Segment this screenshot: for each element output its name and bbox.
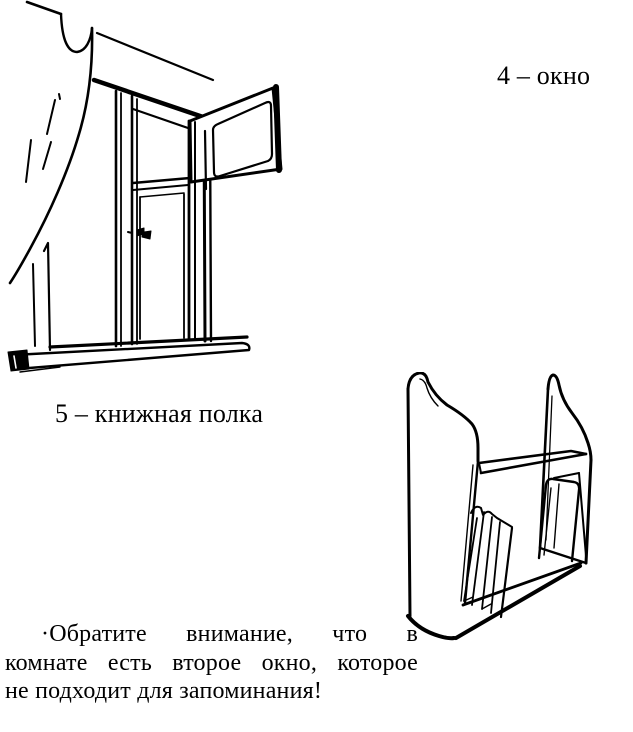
middle-shelf bbox=[479, 451, 586, 473]
window-figure bbox=[0, 0, 300, 378]
shelf-left-panel bbox=[408, 373, 478, 638]
note-line: комнате есть второе окно, которое bbox=[5, 649, 418, 676]
curtain bbox=[10, 2, 213, 350]
open-sash bbox=[189, 87, 281, 340]
note-line: не подходит для запоминания! bbox=[5, 678, 323, 705]
books bbox=[464, 473, 586, 617]
bookshelf-figure bbox=[393, 372, 603, 644]
bottom-shelf bbox=[456, 563, 581, 638]
bookshelf-caption: 5 – книжная полка bbox=[55, 399, 264, 428]
window-sill bbox=[8, 337, 249, 372]
note-line: ·Обратите внимание, что в bbox=[41, 621, 418, 647]
window-illustration bbox=[0, 0, 300, 378]
bookshelf-illustration bbox=[393, 372, 603, 644]
note-paragraph bbox=[5, 620, 418, 706]
window-caption: 4 – окно bbox=[497, 61, 591, 90]
